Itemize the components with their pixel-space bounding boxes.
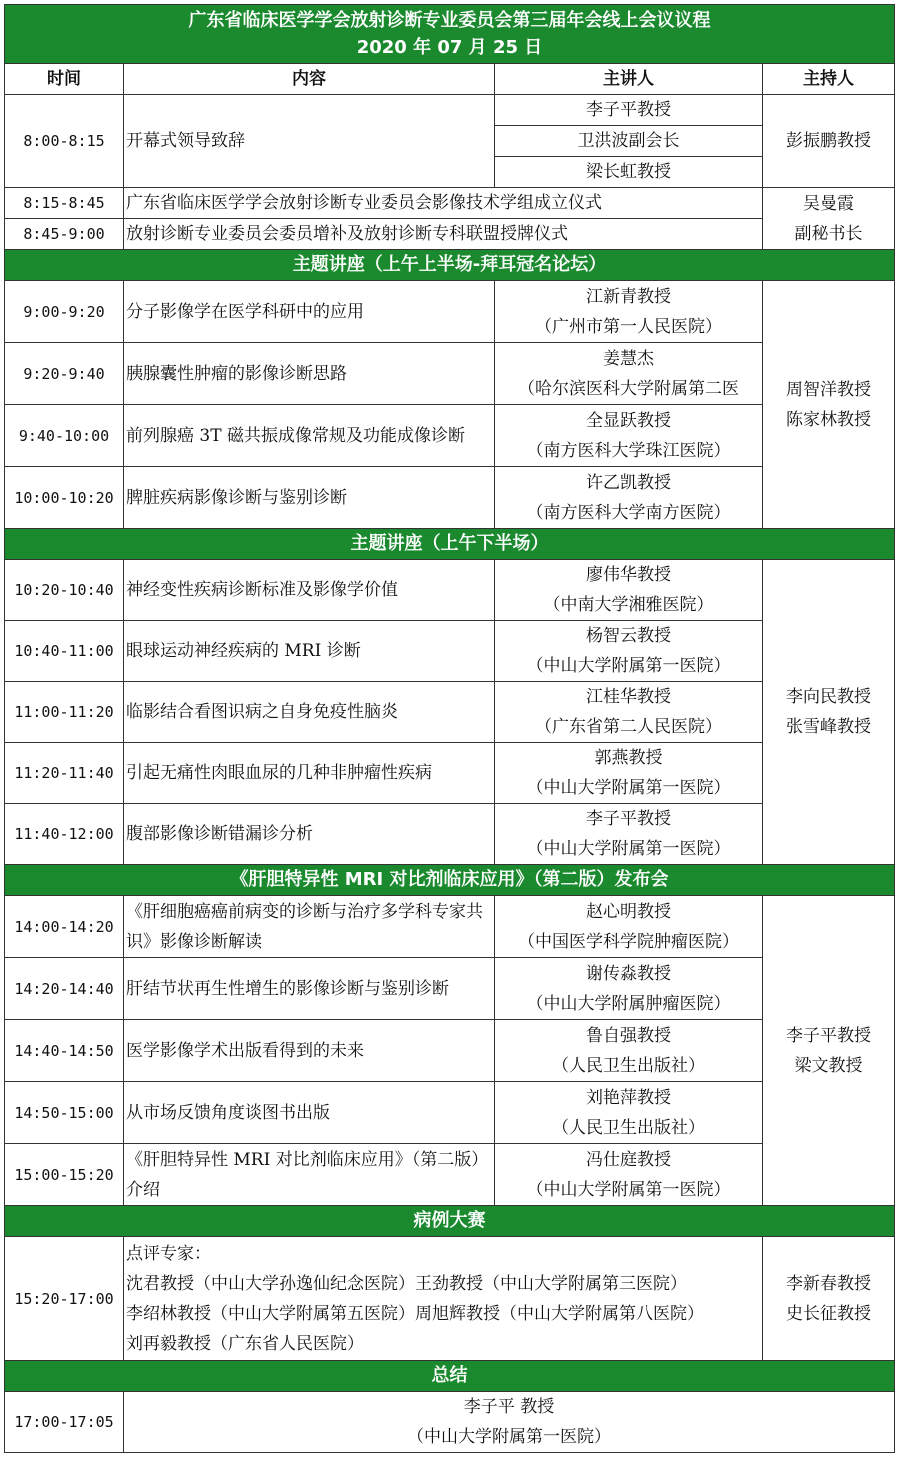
speaker-name: 刘艳萍教授: [586, 1087, 671, 1108]
session-row: [5, 682, 895, 743]
session-row: [5, 958, 895, 1020]
session-speaker: [495, 281, 763, 343]
opening-host: 彭振鹏教授: [763, 95, 895, 188]
host-name: 李新春教授: [786, 1273, 871, 1294]
host-name: 史长征教授: [786, 1303, 871, 1324]
speaker-institution: （哈尔滨医科大学附属第二医: [518, 378, 739, 399]
speaker-name: 许乙凯教授: [586, 472, 671, 493]
section-header-row: [5, 250, 895, 281]
session-speaker: [495, 343, 763, 405]
session-topic: 引起无痛性肉眼血尿的几种非肿瘤性疾病: [124, 743, 495, 804]
speaker-name: 鲁自强教授: [586, 1025, 671, 1046]
ceremony-host: [763, 188, 895, 250]
section-header-row: [5, 1206, 895, 1237]
host-name: 梁文教授: [794, 1055, 863, 1076]
speaker-institution: （中山大学附属肿瘤医院）: [526, 993, 731, 1014]
speaker-institution: （中山大学附属第一医院）: [526, 656, 731, 676]
section1-hosts: [763, 281, 895, 529]
speaker-name: 李子平教授: [586, 809, 671, 829]
case-contest-row: [5, 1237, 895, 1361]
session-topic: 分子影像学在医学科研中的应用: [124, 281, 495, 343]
session-time: 15:20-17:00: [5, 1237, 124, 1361]
review-experts-line: 沈君教授（中山大学孙逸仙纪念医院）王劲教授（中山大学附属第三医院）: [126, 1273, 687, 1294]
session-time: 9:20-9:40: [5, 343, 124, 405]
ceremony-time-2: 8:45-9:00: [5, 219, 124, 250]
speaker-institution: （广州市第一人民医院）: [535, 316, 722, 337]
speaker-institution: （南方医科大学珠江医院）: [526, 440, 731, 461]
speaker-name: 江新青教授: [586, 286, 671, 307]
speaker-name: 冯仕庭教授: [586, 1149, 671, 1170]
agenda-table: [4, 4, 895, 1453]
review-experts-line: 刘再毅教授（广东省人民医院）: [126, 1333, 364, 1354]
ceremony-topic-2: 放射诊断专业委员会委员增补及放射诊断专科联盟授牌仪式: [124, 219, 763, 250]
header-content: 内容: [124, 64, 495, 95]
session-time: 14:00-14:20: [5, 896, 124, 958]
opening-speaker-2: 卫洪波副会长: [495, 126, 763, 157]
session-speaker: [495, 682, 763, 743]
agenda-title-row: [5, 5, 895, 64]
speaker-name: 全显跃教授: [586, 410, 671, 431]
session-time: 10:40-11:00: [5, 621, 124, 682]
speaker-institution: （人民卫生出版社）: [552, 1117, 705, 1138]
section1-title: 主题讲座（上午上半场-拜耳冠名论坛）: [5, 250, 895, 281]
section-header-row: [5, 529, 895, 560]
session-topic: 胰腺囊性肿瘤的影像诊断思路: [124, 343, 495, 405]
session-time: 14:40-14:50: [5, 1020, 124, 1082]
session-topic: 腹部影像诊断错漏诊分析: [124, 804, 495, 865]
session-topic: 脾脏疾病影像诊断与鉴别诊断: [124, 467, 495, 529]
header-time: 时间: [5, 64, 124, 95]
session-time: 9:00-9:20: [5, 281, 124, 343]
review-experts: [124, 1237, 763, 1361]
session-topic: 临影结合看图识病之自身免疫性脑炎: [124, 682, 495, 743]
speaker-institution: （中山大学附属第一医院）: [526, 1179, 731, 1200]
session-time: 10:00-10:20: [5, 467, 124, 529]
session-speaker: [495, 467, 763, 529]
opening-row: [5, 95, 895, 126]
session-topic: 眼球运动神经疾病的 MRI 诊断: [124, 621, 495, 682]
section-header-row: [5, 1361, 895, 1392]
agenda-title-line1: 广东省临床医学学会放射诊断专业委员会第三届年会线上会议议程: [188, 10, 711, 31]
session-speaker: [495, 958, 763, 1020]
session-speaker: [495, 1082, 763, 1144]
agenda-date: 2020 年 07 月 25 日: [356, 37, 543, 58]
speaker-institution: （南方医科大学南方医院）: [526, 502, 731, 523]
session-time: 14:20-14:40: [5, 958, 124, 1020]
session-topic: 从市场反馈角度谈图书出版: [124, 1082, 495, 1144]
section2-title: 主题讲座（上午下半场）: [5, 529, 895, 560]
opening-speaker-3: 梁长虹教授: [495, 157, 763, 188]
session-row: [5, 467, 895, 529]
header-speaker: 主讲人: [495, 64, 763, 95]
speaker-institution: （广东省第二人民医院）: [535, 717, 722, 737]
speaker-institution: （中山大学附属第一医院）: [526, 778, 731, 798]
session-time: 11:20-11:40: [5, 743, 124, 804]
session-time: 17:00-17:05: [5, 1392, 124, 1453]
ceremony-host-title: 副秘书长: [794, 223, 863, 244]
session-row: [5, 1020, 895, 1082]
session-row: [5, 1144, 895, 1206]
opening-speaker-1: 李子平教授: [495, 95, 763, 126]
header-row: [5, 64, 895, 95]
session-topic: 《肝细胞癌癌前病变的诊断与治疗多学科专家共识》影像诊断解读: [124, 896, 495, 958]
host-name: 李向民教授: [786, 687, 871, 707]
session-speaker: [495, 621, 763, 682]
session-row: [5, 804, 895, 865]
session-row: [5, 743, 895, 804]
summary-speaker: [124, 1392, 895, 1453]
speaker-name: 谢传淼教授: [586, 963, 671, 984]
session-speaker: [495, 896, 763, 958]
section3-hosts: [763, 896, 895, 1206]
speaker-institution: （中南大学湘雅医院）: [543, 595, 714, 615]
speaker-institution: （中国医学科学院肿瘤医院）: [518, 931, 739, 952]
session-row: [5, 896, 895, 958]
session-row: [5, 1082, 895, 1144]
section3-title: 《肝胆特异性 MRI 对比剂临床应用》（第二版）发布会: [5, 865, 895, 896]
session-topic: 《肝胆特异性 MRI 对比剂临床应用》（第二版）介绍: [124, 1144, 495, 1206]
session-speaker: [495, 560, 763, 621]
host-name: 李子平教授: [786, 1025, 871, 1046]
section4-hosts: [763, 1237, 895, 1361]
speaker-name: 杨智云教授: [586, 626, 671, 646]
ceremony-row: [5, 219, 895, 250]
opening-topic: 开幕式领导致辞: [124, 95, 495, 188]
ceremony-time-1: 8:15-8:45: [5, 188, 124, 219]
session-row: [5, 560, 895, 621]
speaker-name: 郭燕教授: [594, 748, 663, 768]
review-experts-line: 李绍林教授（中山大学附属第五医院）周旭辉教授（中山大学附属第八医院）: [126, 1303, 704, 1324]
session-speaker: [495, 1144, 763, 1206]
header-host: 主持人: [763, 64, 895, 95]
session-topic: 医学影像学术出版看得到的未来: [124, 1020, 495, 1082]
speaker-name: 姜慧杰: [603, 348, 654, 369]
session-speaker: [495, 804, 763, 865]
speaker-institution: （中山大学附属第一医院）: [526, 839, 731, 859]
session-topic: 前列腺癌 3T 磁共振成像常规及功能成像诊断: [124, 405, 495, 467]
speaker-institution: （中山大学附属第一医院）: [407, 1427, 611, 1447]
session-time: 11:40-12:00: [5, 804, 124, 865]
speaker-name: 廖伟华教授: [586, 565, 671, 585]
session-row: [5, 343, 895, 405]
ceremony-topic-1: 广东省临床医学学会放射诊断专业委员会影像技术学组成立仪式: [124, 188, 763, 219]
summary-row: [5, 1392, 895, 1453]
session-time: 14:50-15:00: [5, 1082, 124, 1144]
session-time: 10:20-10:40: [5, 560, 124, 621]
section5-title: 总结: [5, 1361, 895, 1392]
speaker-name: 赵心明教授: [586, 901, 671, 922]
speaker-institution: （人民卫生出版社）: [552, 1055, 705, 1076]
host-name: 陈家林教授: [786, 409, 871, 430]
session-speaker: [495, 1020, 763, 1082]
session-time: 11:00-11:20: [5, 682, 124, 743]
speaker-name: 李子平 教授: [463, 1397, 555, 1417]
host-name: 周智洋教授: [786, 379, 871, 400]
session-time: 9:40-10:00: [5, 405, 124, 467]
agenda-title: [5, 5, 895, 64]
session-speaker: [495, 743, 763, 804]
opening-time: 8:00-8:15: [5, 95, 124, 188]
session-speaker: [495, 405, 763, 467]
review-experts-label: 点评专家：: [126, 1243, 211, 1264]
section2-hosts: [763, 560, 895, 865]
session-row: [5, 405, 895, 467]
ceremony-host-name: 吴曼霞: [803, 193, 854, 214]
session-topic: 肝结节状再生性增生的影像诊断与鉴别诊断: [124, 958, 495, 1020]
speaker-name: 江桂华教授: [586, 687, 671, 707]
session-row: [5, 281, 895, 343]
session-topic: 神经变性疾病诊断标准及影像学价值: [124, 560, 495, 621]
section-header-row: [5, 865, 895, 896]
session-row: [5, 621, 895, 682]
session-time: 15:00-15:20: [5, 1144, 124, 1206]
ceremony-row: [5, 188, 895, 219]
section4-title: 病例大赛: [5, 1206, 895, 1237]
host-name: 张雪峰教授: [786, 717, 871, 737]
